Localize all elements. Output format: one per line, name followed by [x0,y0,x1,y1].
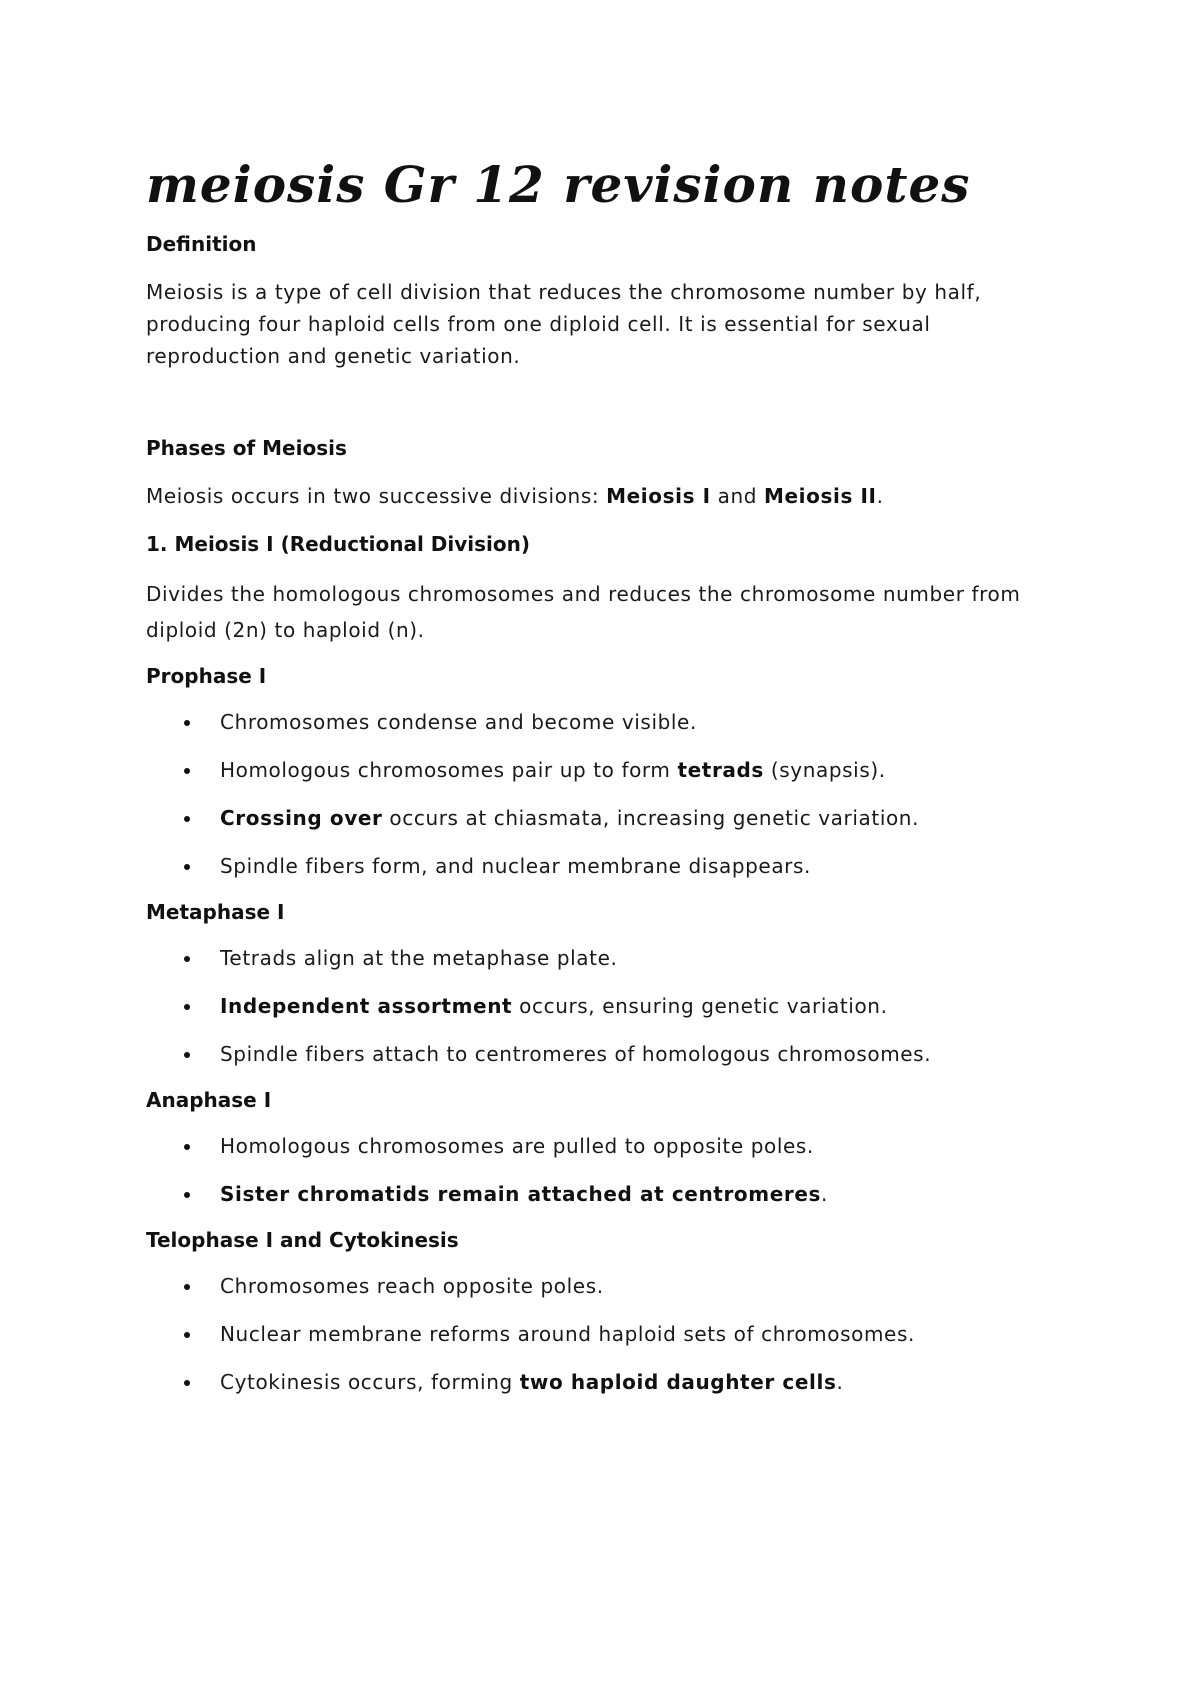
metaphase-1-heading: Metaphase I [146,900,285,924]
meiosis-2-term: Meiosis II [764,484,877,508]
meiosis-1-text: Divides the homologous chromosomes and reduces the chromosome number from diploid (2n) to haploid (n). [146,582,1021,642]
telophase-1-heading: Telophase I and Cytokinesis [146,1228,459,1252]
list-item: Spindle fibers form, and nuclear membrane disappears. [146,852,1046,880]
bullet-icon [184,864,190,870]
list-item: Homologous chromosomes are pulled to opposite poles. [146,1132,1046,1160]
bullet-icon [184,1144,190,1150]
document-title: meiosis Gr 12 revision notes [146,155,971,214]
list-item: Nuclear membrane reforms around haploid sets of chromosomes. [146,1320,1046,1348]
definition-heading: Definition [146,232,257,256]
definition-text: Meiosis is a type of cell division that reduces the chromosome number by half, producing four haploid cells from one diploid cell. It is essential for sexual reproduction and genetic variation. [146,280,982,368]
list-item: Independent assortment occurs, ensuring genetic variation. [146,992,1046,1020]
telophase-1-list [146,1272,1046,1396]
metaphase-1-list [146,944,1046,1068]
prophase-1-heading: Prophase I [146,664,267,688]
list-item: Sister chromatids remain attached at centromeres. [146,1180,1046,1208]
bullet-icon [184,956,190,962]
bullet-icon [184,1192,190,1198]
meiosis-1-heading: 1. Meiosis I (Reductional Division) [146,532,531,556]
list-item: Chromosomes reach opposite poles. [146,1272,1046,1300]
anaphase-1-list [146,1132,1046,1208]
document-content [146,150,1046,1396]
bullet-icon [184,768,190,774]
bullet-icon [184,1380,190,1386]
bullet-icon [184,1052,190,1058]
bullet-icon [184,816,190,822]
phases-intro: Meiosis occurs in two successive divisions: Meiosis I and Meiosis II. [146,484,884,508]
meiosis-1-term: Meiosis I [606,484,711,508]
list-item: Chromosomes condense and become visible. [146,708,1046,736]
bullet-icon [184,1284,190,1290]
bullet-icon [184,1332,190,1338]
list-item: Tetrads align at the metaphase plate. [146,944,1046,972]
prophase-1-list [146,708,1046,880]
bullet-icon [184,720,190,726]
bullet-icon [184,1004,190,1010]
list-item: Cytokinesis occurs, forming two haploid daughter cells. [146,1368,1046,1396]
list-item: Homologous chromosomes pair up to form tetrads (synapsis). [146,756,1046,784]
list-item: Crossing over occurs at chiasmata, increasing genetic variation. [146,804,1046,832]
phases-heading: Phases of Meiosis [146,436,347,460]
list-item: Spindle fibers attach to centromeres of homologous chromosomes. [146,1040,1046,1068]
anaphase-1-heading: Anaphase I [146,1088,272,1112]
